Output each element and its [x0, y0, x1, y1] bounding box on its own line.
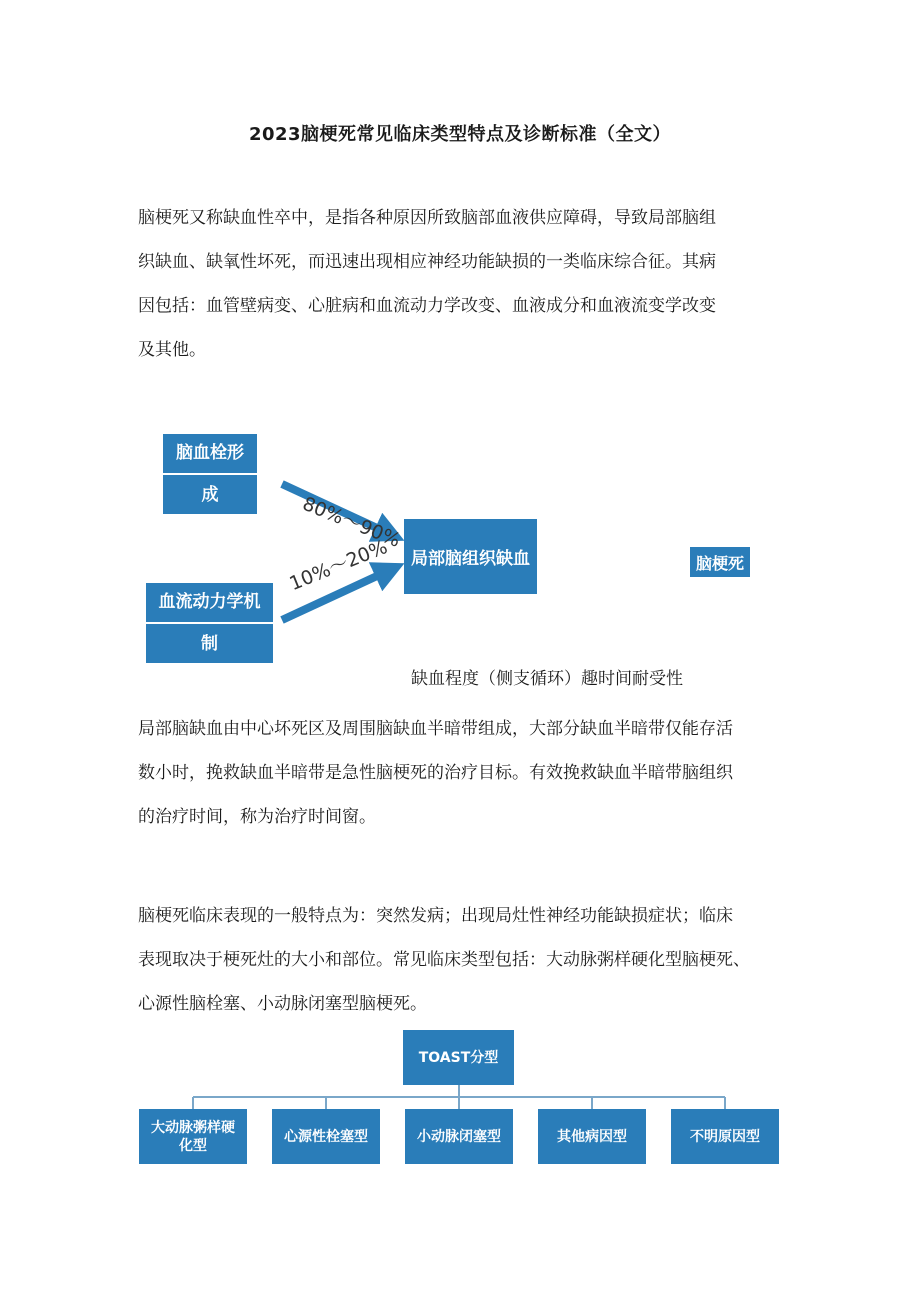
toast-undetermined-box: 不明原因型 [671, 1109, 779, 1164]
paragraph-line: 表现取决于梗死灶的大小和部位。常见临床类型包括：大动脉粥样硬化型脑梗死、 [138, 950, 750, 970]
hemodynamic-label-line2: 制 [201, 634, 218, 654]
paragraph-line: 脑梗死又称缺血性卒中，是指各种原因所致脑部血液供应障碍，导致局部脑组 [138, 208, 716, 228]
percent-label-bottom: 10%～20% [286, 535, 391, 596]
paragraph-line: 数小时，挽救缺血半暗带是急性脑梗死的治疗目标。有效挽救缺血半暗带脑组织 [138, 763, 733, 783]
paragraph-line: 及其他。 [138, 340, 206, 360]
document-title: 2023脑梗死常见临床类型特点及诊断标准（全文） [248, 124, 672, 145]
paragraph-line: 局部脑缺血由中心坏死区及周围脑缺血半暗带组成，大部分缺血半暗带仅能存活 [138, 719, 733, 739]
toast-other-cause-box: 其他病因型 [538, 1109, 646, 1164]
hemodynamic-label-line1: 血流动力学机 [146, 582, 273, 624]
thrombosis-label-line2: 成 [201, 485, 219, 505]
percent-label-top: 80%～90% [299, 492, 404, 552]
toast-small-vessel-box: 小动脉闭塞型 [405, 1109, 513, 1164]
infarction-box: 脑梗死 [690, 547, 750, 577]
thrombosis-label-line1: 脑血栓形 [163, 433, 257, 475]
paragraph-line: 心源性脑栓塞、小动脉闭塞型脑梗死。 [138, 994, 427, 1014]
paragraph-line: 织缺血、缺氧性坏死，而迅速出现相应神经功能缺损的一类临床综合征。其病 [138, 252, 716, 272]
toast-cardioembolic-box: 心源性栓塞型 [272, 1109, 380, 1164]
paragraph-line: 脑梗死临床表现的一般特点为：突然发病；出现局灶性神经功能缺损症状；临床 [138, 906, 733, 926]
toast-large-artery-box: 大动脉粥样硬化型 [139, 1109, 247, 1164]
figure-caption: 缺血程度（侧支循环）趣时间耐受性 [411, 669, 683, 689]
toast-root-box: TOAST分型 [403, 1030, 514, 1085]
paragraph-line: 的治疗时间，称为治疗时间窗。 [138, 807, 376, 827]
local-ischemia-box: 局部脑组织缺血 [404, 519, 537, 594]
paragraph-line: 因包括：血管壁病变、心脏病和血流动力学改变、血液成分和血液流变学改变 [138, 296, 716, 316]
